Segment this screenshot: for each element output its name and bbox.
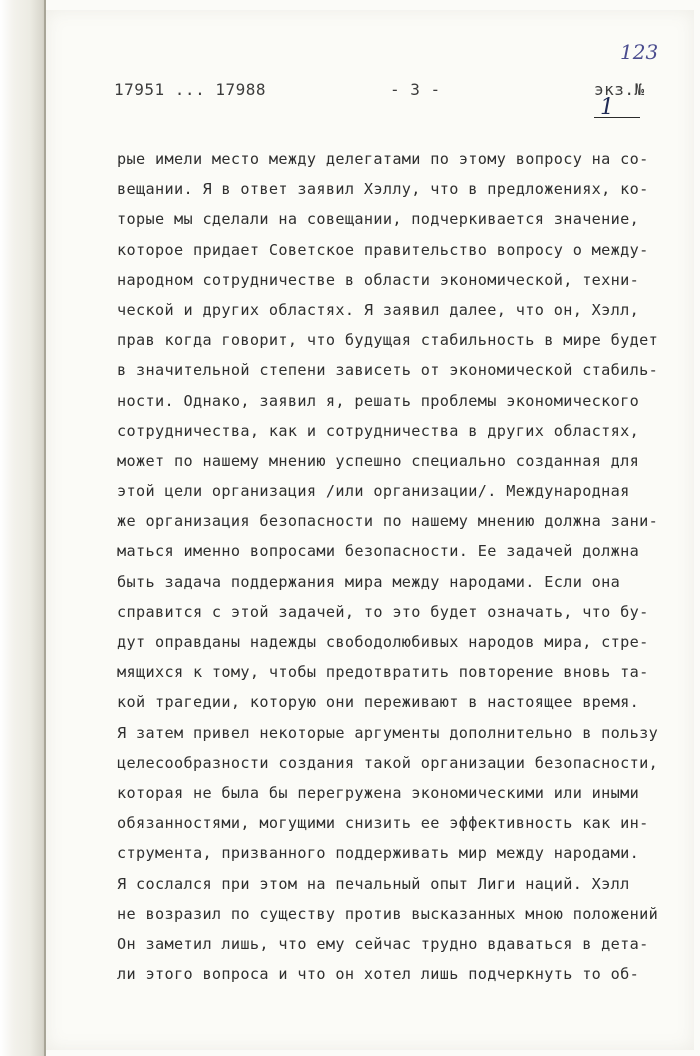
text-line: торые мы сделали на совещании, подчеркивается значение, [117,210,640,229]
text-line: сотрудничества, как и сотрудничества в других областях, [117,421,640,440]
text-line: струмента, призванного поддерживать мир между народами. [117,844,640,863]
binding-spine [0,0,46,1056]
copy-label-text: экз.№ [594,80,645,99]
text-line: в значительной степени зависеть от экономической стабиль- [117,361,659,380]
document-range: 17951 ... 17988 [114,80,266,99]
text-line: вещании. Я в ответ заявил Хэллу, что в предложениях, ко- [117,180,649,199]
text-line: мящихся к тому, чтобы предотвратить повторение вновь та- [117,663,649,682]
text-line: ности. Однако, заявил я, решать проблемы экономического [117,391,640,410]
text-line: Он заметил лишь, что ему сейчас трудно вдаваться в дета- [117,934,649,953]
text-line: прав когда говорит, что будущая стабильность в мире будет [117,331,659,350]
text-line: кой трагедии, которую они переживают в настоящее время. [117,693,640,712]
text-line: целесообразности создания такой организации безопасности, [117,753,659,772]
text-line: народном сотрудничестве в области экономической, техни- [117,270,640,289]
body-text [117,144,697,989]
text-line: ческой и других областях. Я заявил далее, что он, Хэлл, [117,300,640,319]
text-line: не возразил по существу против высказанных мною положений [117,904,659,923]
copy-label [594,80,680,118]
text-line: рые имели место между делегатами по этому вопросу на со- [117,150,649,168]
text-line: может по нашему мнению успешно специально созданная для [117,451,640,470]
text-line: маться именно вопросами безопасности. Ее задачей должна [117,542,640,561]
text-line: дут оправданы надежды свободолюбивых народов мира, стре- [117,633,649,651]
copy-number: 1 [594,99,640,118]
text-line: обязанностями, могущими снизить ее эффективность как ин- [117,814,649,833]
text-line: Я затем привел некоторые аргументы дополнительно в пользу [117,723,659,742]
page-header [70,80,680,120]
text-line: которое придает Советское правительство вопросу о между- [117,240,649,259]
text-line: Я сослался при этом на печальный опыт Лиги наций. Хэлл [117,874,630,893]
folio-number: 123 [620,40,659,64]
text-line: быть задача поддержания мира между народами. Если она [117,572,621,591]
text-line: которая не была бы перегружена экономическими или иными [117,783,640,802]
text-line: справится с этой задачей, то это будет означать, что бу- [117,602,649,621]
text-line: этой цели организация /или организации/. Международная [117,482,630,501]
text-line: же организация безопасности по нашему мнению должна зани- [117,512,659,531]
text-line: ли этого вопроса и что он хотел лишь подчеркнуть то об- [117,965,640,984]
page-number: - 3 - [390,80,441,99]
